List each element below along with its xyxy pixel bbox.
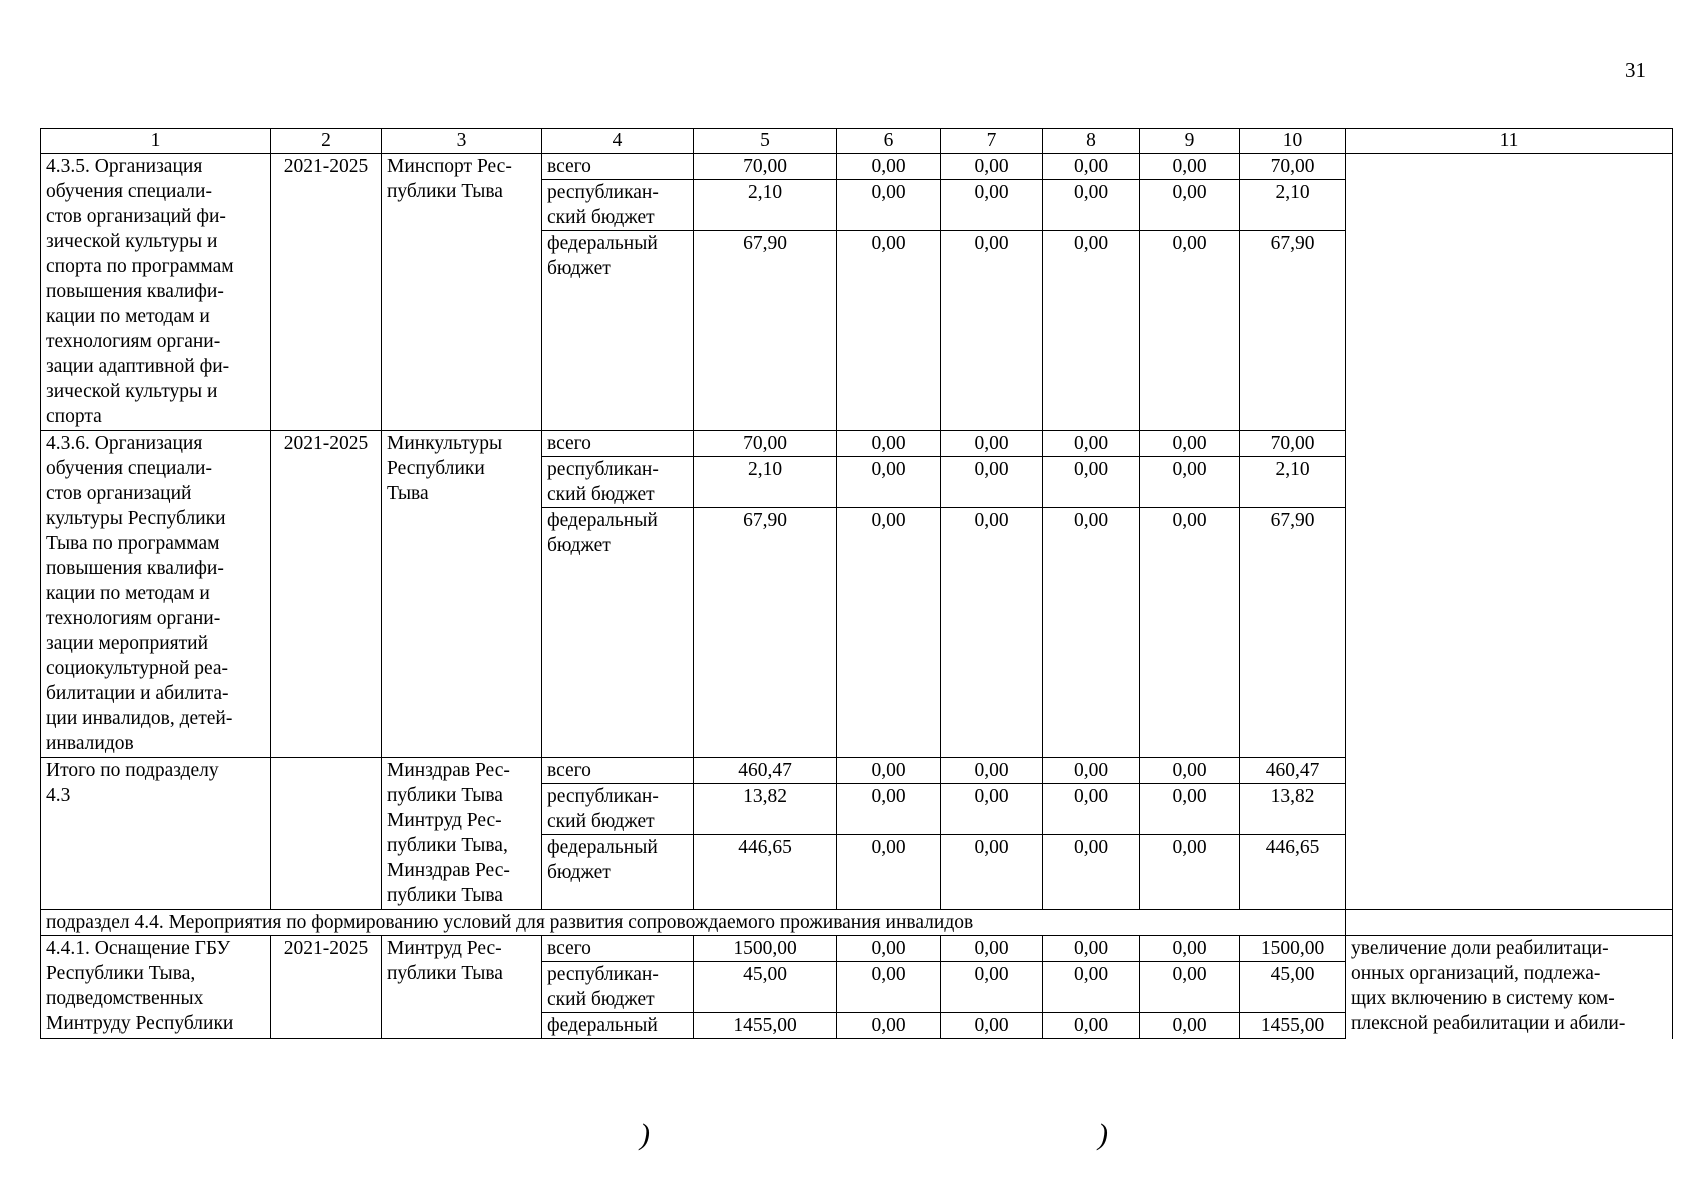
table-row xyxy=(41,154,1673,180)
column-header-11: 11 xyxy=(1346,129,1673,154)
measure-period: 2021-2025 xyxy=(271,936,382,1039)
value-col-10: 2,10 xyxy=(1240,457,1346,508)
value-col-9: 0,00 xyxy=(1140,154,1240,180)
value-col-8: 0,00 xyxy=(1043,936,1140,962)
value-col-8: 0,00 xyxy=(1043,758,1140,784)
value-col-9: 0,00 xyxy=(1140,431,1240,457)
column-header-4: 4 xyxy=(542,129,694,154)
value-col-6: 0,00 xyxy=(837,758,941,784)
value-col-7: 0,00 xyxy=(941,180,1043,231)
value-col-10: 460,47 xyxy=(1240,758,1346,784)
value-col-6: 0,00 xyxy=(837,508,941,758)
table-row xyxy=(41,936,1673,962)
value-col-5: 67,90 xyxy=(694,508,837,758)
funding-source: всего xyxy=(542,758,694,784)
value-col-7: 0,00 xyxy=(941,457,1043,508)
value-col-5: 1455,00 xyxy=(694,1013,837,1039)
value-col-8: 0,00 xyxy=(1043,508,1140,758)
value-col-7: 0,00 xyxy=(941,758,1043,784)
value-col-8: 0,00 xyxy=(1043,835,1140,910)
funding-source: республикан- ский бюджет xyxy=(542,784,694,835)
value-col-7: 0,00 xyxy=(941,431,1043,457)
column-header-10: 10 xyxy=(1240,129,1346,154)
funding-source: федеральный xyxy=(542,1013,694,1039)
measure-period: 2021-2025 xyxy=(271,154,382,431)
value-col-10: 70,00 xyxy=(1240,431,1346,457)
expected-result: увеличение доли реабилитаци- онных организаций, подлежа- щих включению в систему ком- плексной реабилитации и абили- xyxy=(1346,936,1673,1039)
value-col-7: 0,00 xyxy=(941,784,1043,835)
funding-source: всего xyxy=(542,154,694,180)
value-col-8: 0,00 xyxy=(1043,1013,1140,1039)
value-col-5: 70,00 xyxy=(694,154,837,180)
value-col-7: 0,00 xyxy=(941,936,1043,962)
value-col-6: 0,00 xyxy=(837,962,941,1013)
value-col-5: 45,00 xyxy=(694,962,837,1013)
value-col-10: 70,00 xyxy=(1240,154,1346,180)
value-col-5: 1500,00 xyxy=(694,936,837,962)
value-col-9: 0,00 xyxy=(1140,1013,1240,1039)
value-col-9: 0,00 xyxy=(1140,180,1240,231)
handwritten-mark-right: ) xyxy=(1098,1118,1108,1151)
expected-result xyxy=(1346,154,1673,910)
value-col-5: 2,10 xyxy=(694,457,837,508)
value-col-7: 0,00 xyxy=(941,231,1043,431)
column-header-5: 5 xyxy=(694,129,837,154)
table-body xyxy=(41,129,1673,1039)
value-col-5: 67,90 xyxy=(694,231,837,431)
value-col-7: 0,00 xyxy=(941,962,1043,1013)
value-col-10: 2,10 xyxy=(1240,180,1346,231)
value-col-7: 0,00 xyxy=(941,508,1043,758)
value-col-10: 67,90 xyxy=(1240,508,1346,758)
column-header-6: 6 xyxy=(837,129,941,154)
value-col-5: 446,65 xyxy=(694,835,837,910)
measure-executor: Минтруд Рес- публики Тыва xyxy=(382,936,542,1039)
value-col-6: 0,00 xyxy=(837,835,941,910)
measure-period xyxy=(271,758,382,910)
handwritten-mark-left: ) xyxy=(640,1118,650,1151)
measure-name: Итого по подразделу 4.3 xyxy=(41,758,271,910)
column-header-1: 1 xyxy=(41,129,271,154)
column-header-8: 8 xyxy=(1043,129,1140,154)
value-col-6: 0,00 xyxy=(837,936,941,962)
value-col-5: 2,10 xyxy=(694,180,837,231)
value-col-6: 0,00 xyxy=(837,457,941,508)
measure-executor: Минздрав Рес- публики Тыва Минтруд Рес- публики Тыва, Минздрав Рес- публики Тыва xyxy=(382,758,542,910)
value-col-5: 13,82 xyxy=(694,784,837,835)
value-col-5: 460,47 xyxy=(694,758,837,784)
value-col-8: 0,00 xyxy=(1043,180,1140,231)
value-col-9: 0,00 xyxy=(1140,758,1240,784)
value-col-10: 446,65 xyxy=(1240,835,1346,910)
value-col-6: 0,00 xyxy=(837,180,941,231)
value-col-9: 0,00 xyxy=(1140,457,1240,508)
funding-source: федеральный бюджет xyxy=(542,508,694,758)
measure-name: 4.3.6. Организация обучения специали- стов организаций культуры Республики Тыва по программам повышения квалифи- кации по методам и технологиям органи- зации мероприятий социокультурной реа- билитации и абилита- ции инвалидов, детей- инвалидов xyxy=(41,431,271,758)
subsection-title: подраздел 4.4. Мероприятия по формированию условий для развития сопровождаемого проживания инвалидов xyxy=(41,910,1346,936)
value-col-10: 45,00 xyxy=(1240,962,1346,1013)
value-col-9: 0,00 xyxy=(1140,231,1240,431)
funding-source: республикан- ский бюджет xyxy=(542,962,694,1013)
page-number: 31 xyxy=(1625,58,1646,82)
value-col-9: 0,00 xyxy=(1140,784,1240,835)
value-col-9: 0,00 xyxy=(1140,936,1240,962)
value-col-6: 0,00 xyxy=(837,154,941,180)
value-col-10: 1455,00 xyxy=(1240,1013,1346,1039)
value-col-9: 0,00 xyxy=(1140,835,1240,910)
value-col-7: 0,00 xyxy=(941,835,1043,910)
value-col-10: 1500,00 xyxy=(1240,936,1346,962)
measure-name: 4.4.1. Оснащение ГБУ Республики Тыва, подведомственных Минтруду Республики xyxy=(41,936,271,1039)
value-col-6: 0,00 xyxy=(837,784,941,835)
value-col-5: 70,00 xyxy=(694,431,837,457)
budget-table xyxy=(40,128,1673,1039)
subsection-result-cell xyxy=(1346,910,1673,936)
column-header-9: 9 xyxy=(1140,129,1240,154)
subsection-row xyxy=(41,910,1673,936)
measure-executor: Минспорт Рес- публики Тыва xyxy=(382,154,542,431)
value-col-10: 13,82 xyxy=(1240,784,1346,835)
measure-executor: Минкультуры Республики Тыва xyxy=(382,431,542,758)
value-col-8: 0,00 xyxy=(1043,457,1140,508)
value-col-6: 0,00 xyxy=(837,1013,941,1039)
funding-source: всего xyxy=(542,936,694,962)
column-header-3: 3 xyxy=(382,129,542,154)
measure-name: 4.3.5. Организация обучения специали- стов организаций фи- зической культуры и спорта по программам повышения квалифи- кации по методам и технологиям органи- зации адаптивной фи- зической культуры и спорта xyxy=(41,154,271,431)
value-col-6: 0,00 xyxy=(837,431,941,457)
value-col-7: 0,00 xyxy=(941,1013,1043,1039)
value-col-6: 0,00 xyxy=(837,231,941,431)
value-col-8: 0,00 xyxy=(1043,431,1140,457)
column-header-7: 7 xyxy=(941,129,1043,154)
funding-source: всего xyxy=(542,431,694,457)
funding-source: федеральный бюджет xyxy=(542,835,694,910)
column-header-2: 2 xyxy=(271,129,382,154)
column-number-header xyxy=(41,129,1673,154)
funding-source: федеральный бюджет xyxy=(542,231,694,431)
funding-source: республикан- ский бюджет xyxy=(542,180,694,231)
value-col-10: 67,90 xyxy=(1240,231,1346,431)
value-col-9: 0,00 xyxy=(1140,962,1240,1013)
funding-source: республикан- ский бюджет xyxy=(542,457,694,508)
value-col-8: 0,00 xyxy=(1043,962,1140,1013)
value-col-8: 0,00 xyxy=(1043,784,1140,835)
measure-period: 2021-2025 xyxy=(271,431,382,758)
value-col-9: 0,00 xyxy=(1140,508,1240,758)
value-col-8: 0,00 xyxy=(1043,154,1140,180)
value-col-8: 0,00 xyxy=(1043,231,1140,431)
value-col-7: 0,00 xyxy=(941,154,1043,180)
